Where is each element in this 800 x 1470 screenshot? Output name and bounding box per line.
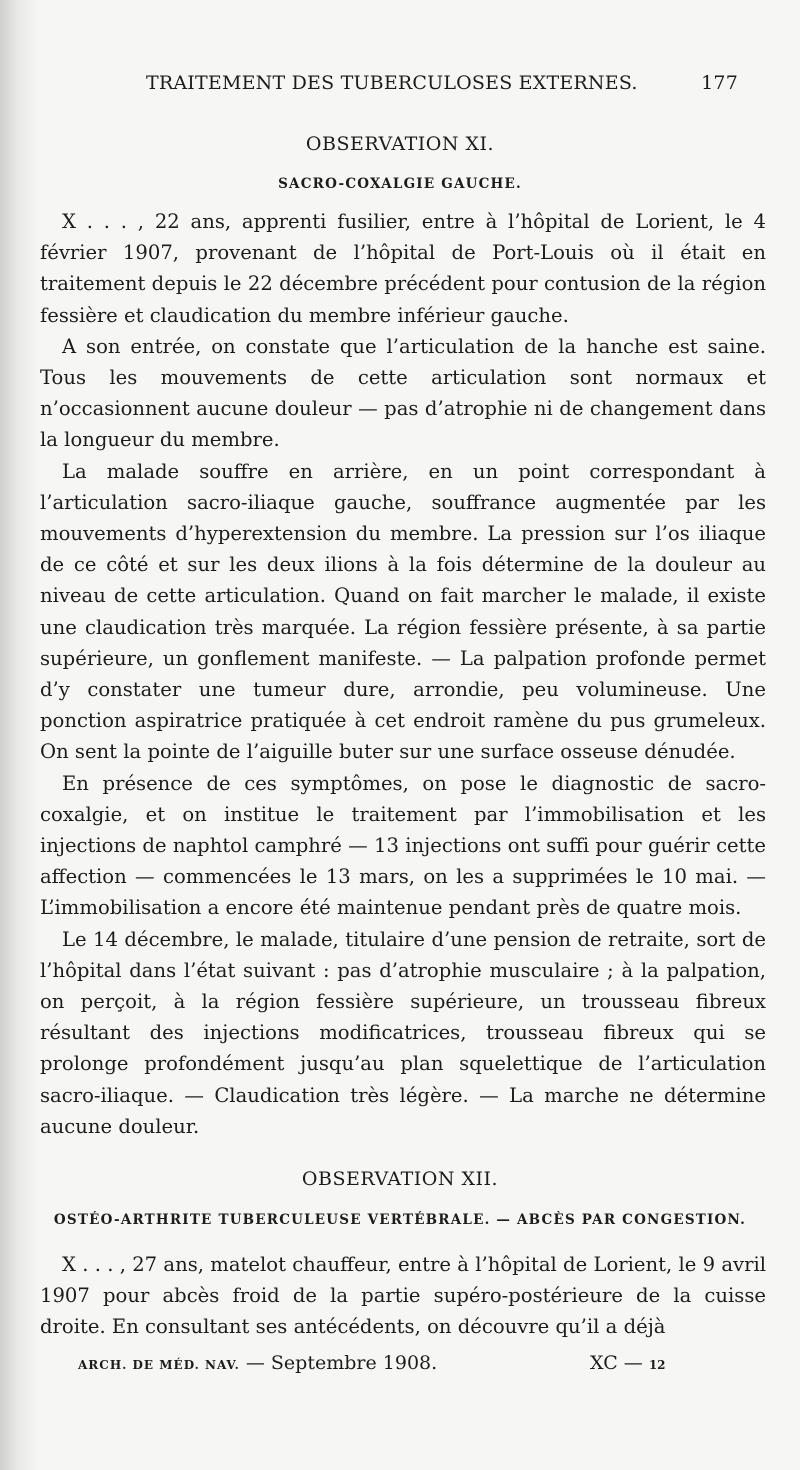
footer-date: — Septembre 1908. [245,1352,438,1374]
observation-11-body [40,206,766,1142]
footer-volume: XC — [590,1352,643,1374]
paragraph: En présence de ces symptômes, on pose le diagnostic de sacro-coxalgie, et on institue le traitement par l’immobilisation et les injections de naphtol camphré — 13 injections ont suffi pour guérir cette affection — commencées le 13 mars, on les a supprimées le 10 mai. — L’immobilisation a encore été maintenue pendant près de quatre mois. [40,771,766,920]
page-number: 177 [701,72,738,94]
footer-sheet: 12 [648,1358,666,1372]
footer-journal [78,1352,437,1374]
paragraph: La malade souffre en arrière, en un point correspondant à l’articulation sacro-iliaque gauche, souffrance augmentée par les mouvements d’hyperextension du membre. La pression sur l’os iliaque de ce côté et sur les deux ilions à la fois détermine de la douleur au niveau de cette articulation. Quand on fait marcher le malade, il existe une claudication très marquée. La région fessière présente, à sa partie supérieure, un gonflement manifeste. — La palpation profonde permet d’y constater une tumeur dure, arrondie, peu volumineuse. Une ponction aspiratrice pratiquée à cet endroit ramène du pus grumeleux. On sent la pointe de l’aiguille buter sur une surface osseuse dénudée. [40,459,766,764]
observation-11-title: OBSERVATION XI. [305,133,495,155]
observation-11-subtitle: SACRO-COXALGIE GAUCHE. [278,176,522,192]
running-head [146,72,738,94]
observation-12-subtitle: OSTÉO-ARTHRITE TUBERCULEUSE VERTÉBRALE. — ABCÈS PAR CONGESTION. [53,1212,747,1228]
observation-12-body [40,1249,766,1343]
paragraph: X . . . , 22 ans, apprenti fusilier, entre à l’hôpital de Lorient, le 4 février 1907, provenant de l’hôpital de Port-Louis où il était en traitement depuis le 22 décembre précédent pour contusion de la région fessière et claudication du membre inférieur gauche. [40,210,766,327]
footer-signature [590,1352,666,1374]
paragraph: A son entrée, on constate que l’articulation de la hanche est saine. Tous les mouvements de cette articulation sont normaux et n’occasionnent aucune douleur — pas d’atrophie ni de changement dans la longueur du membre. [40,334,766,452]
footer-journal-name: ARCH. DE MÉD. NAV. [78,1358,240,1372]
observation-12-title: OBSERVATION XII. [301,1168,499,1190]
paragraph: Le 14 décembre, le malade, titulaire d’une pension de retraite, sort de l’hôpital dans l’état suivant : pas d’atrophie musculaire ; à la palpation, on perçoit, à la région fessière supérieure, un trousseau fibreux résultant des injections modificatrices, trousseau fibreux qui se prolonge profondément jusqu’au plan squelettique de l’articulation sacro-iliaque. — Claudication très légère. — La marche ne détermine aucune douleur. [40,927,766,1138]
paragraph: X . . . , 27 ans, matelot chauffeur, entre à l’hôpital de Lorient, le 9 avril 1907 pour abcès froid de la partie supéro-postérieure de la cuisse droite. En consultant ses antécédents, on découvre qu’il a déjà [40,1253,766,1339]
running-head-title: TRAITEMENT DES TUBERCULOSES EXTERNES. [146,72,638,94]
